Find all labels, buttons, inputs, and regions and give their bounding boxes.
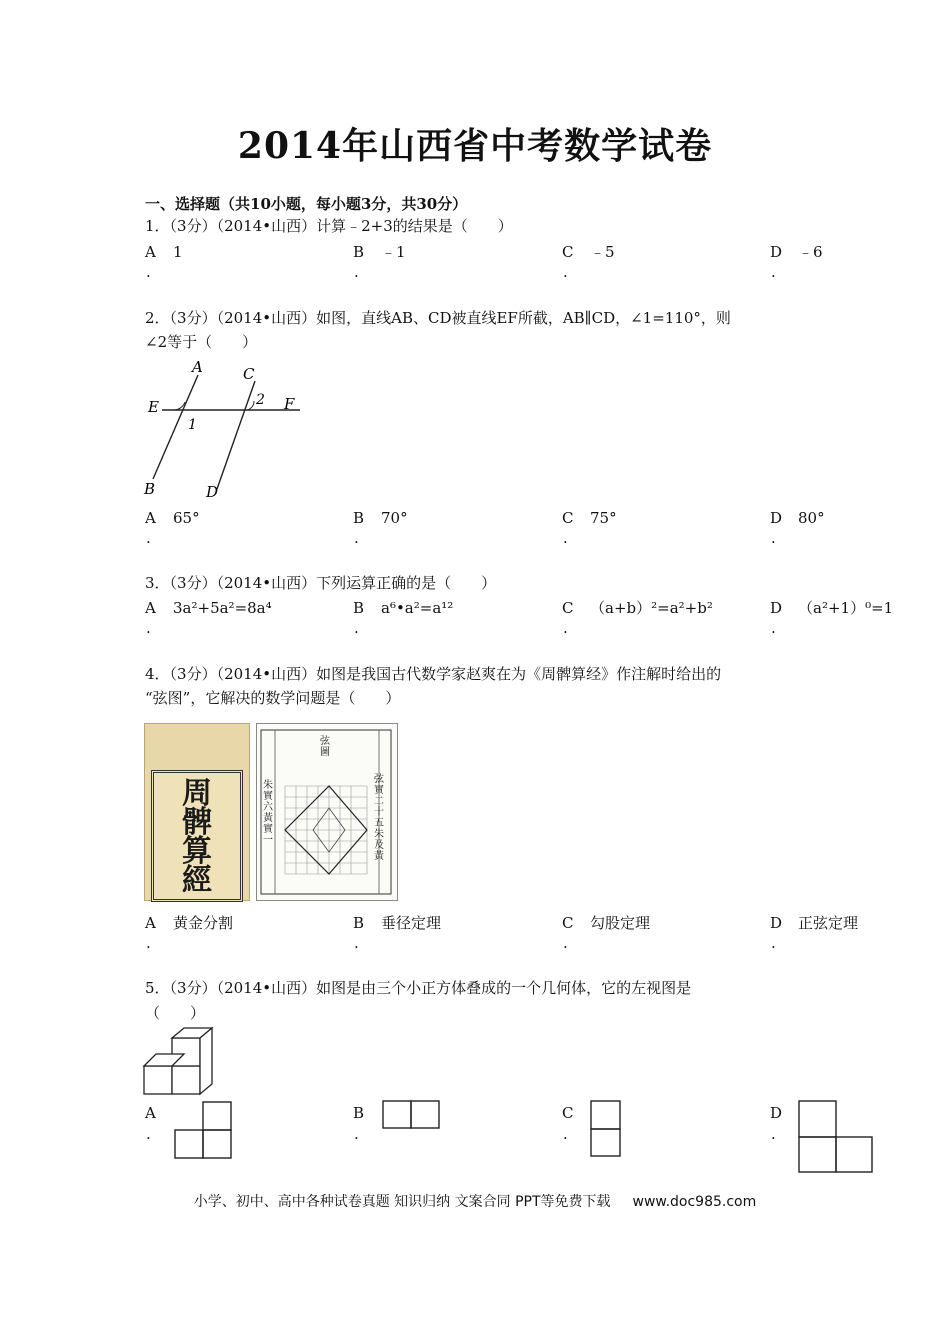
- option-text: ﹣1: [381, 243, 406, 261]
- option-letter: C: [562, 599, 574, 617]
- option-letter: A: [145, 914, 156, 932]
- xiantu-title: 弦 圖: [320, 736, 330, 758]
- book-title-text: 周 髀 算 經: [182, 776, 212, 898]
- label-b: B: [144, 480, 156, 498]
- option-letter: A: [145, 509, 156, 527]
- option-dot: .: [354, 934, 359, 952]
- q4-option-b[interactable]: [353, 913, 441, 933]
- option-dot: .: [563, 1125, 568, 1143]
- footer-link[interactable]: www.doc985.com: [632, 1194, 757, 1210]
- line-cd: [217, 381, 255, 489]
- option-letter: B: [353, 243, 365, 261]
- option-dot: .: [146, 934, 151, 952]
- xiantu-left-caption: 朱 實 六 黃 實 一: [263, 780, 273, 846]
- q2-option-a[interactable]: [145, 508, 200, 528]
- option-letter: C: [562, 914, 574, 932]
- question-4-stem-line2: “弦图”，它解决的数学问题是（ ）: [145, 689, 401, 707]
- q5-option-d-letter[interactable]: D: [770, 1104, 783, 1122]
- label-f: F: [284, 395, 295, 413]
- option-dot: .: [563, 263, 568, 281]
- option-dot: .: [354, 619, 359, 637]
- option-dot: .: [146, 529, 151, 547]
- option-letter: B: [353, 914, 365, 932]
- label-c: C: [243, 365, 255, 383]
- q3-option-d[interactable]: [770, 598, 893, 618]
- question-5-stem-line1: 5．（3分）（2014•山西）如图是由三个小正方体叠成的一个几何体，它的左视图是: [145, 979, 692, 997]
- q5-option-c-figure[interactable]: [589, 1099, 623, 1159]
- section-heading: 一、选择题（共10小题，每小题3分，共30分）: [145, 195, 468, 213]
- book-title-frame: [151, 770, 243, 902]
- option-dot: .: [563, 934, 568, 952]
- option-text: （a²+1）⁰=1: [798, 599, 894, 617]
- option-letter: C: [562, 509, 574, 527]
- q3-option-b[interactable]: [353, 598, 453, 618]
- option-dot: .: [146, 619, 151, 637]
- option-text: 1: [173, 243, 183, 261]
- q1-option-a[interactable]: [145, 242, 183, 262]
- question-5-stem-line2: （ ）: [145, 1004, 206, 1022]
- q4-option-a[interactable]: [145, 913, 233, 933]
- option-letter: B: [353, 509, 365, 527]
- option-text: 65°: [173, 509, 200, 527]
- book-cover-image: [144, 723, 250, 901]
- question-4-stem-line1: 4．（3分）（2014•山西）如图是我国古代数学家赵爽在为《周髀算经》作注解时给出的: [145, 665, 722, 683]
- xiantu-diagram: [256, 723, 398, 901]
- option-dot: .: [771, 619, 776, 637]
- q1-option-d[interactable]: [770, 242, 823, 262]
- option-text: 黄金分割: [173, 914, 234, 932]
- option-text: ﹣6: [798, 243, 823, 261]
- parallel-lines-figure: [140, 357, 305, 502]
- option-letter: B: [353, 599, 365, 617]
- label-d: D: [206, 483, 219, 501]
- q3-option-c[interactable]: [562, 598, 713, 618]
- label-angle-1: 1: [188, 417, 197, 433]
- option-dot: .: [771, 1125, 776, 1143]
- option-dot: .: [771, 529, 776, 547]
- option-text: 垂径定理: [381, 914, 442, 932]
- option-text: 正弦定理: [798, 914, 859, 932]
- option-letter: C: [562, 243, 574, 261]
- option-text: 勾股定理: [590, 914, 651, 932]
- q5-option-a-figure[interactable]: [173, 1100, 233, 1160]
- option-dot: .: [771, 263, 776, 281]
- option-letter: A: [145, 243, 156, 261]
- question-2-stem-line1: 2．（3分）（2014•山西）如图，直线AB、CD被直线EF所截，AB∥CD，∠1=110°，则: [145, 309, 731, 327]
- q2-option-d[interactable]: [770, 508, 825, 528]
- label-e: E: [148, 398, 159, 416]
- q3-option-a[interactable]: [145, 598, 272, 618]
- xiantu-right-caption: 弦 實 二 十 五 朱 及 黃: [374, 774, 384, 862]
- option-letter: D: [770, 599, 783, 617]
- option-text: 75°: [590, 509, 617, 527]
- option-letter: D: [770, 243, 783, 261]
- option-dot: .: [563, 529, 568, 547]
- option-text: a⁶•a²=a¹²: [381, 599, 454, 617]
- option-text: 70°: [381, 509, 408, 527]
- q4-option-d[interactable]: [770, 913, 858, 933]
- option-letter: A: [145, 599, 156, 617]
- option-dot: .: [354, 529, 359, 547]
- page-title: 2014年山西省中考数学试卷: [237, 125, 713, 167]
- q1-option-b[interactable]: [353, 242, 406, 262]
- footer: [0, 1191, 950, 1211]
- q5-option-b-letter[interactable]: B: [353, 1104, 365, 1122]
- q5-option-d-figure[interactable]: [797, 1099, 875, 1174]
- option-letter: D: [770, 914, 783, 932]
- q5-option-c-letter[interactable]: C: [562, 1104, 574, 1122]
- q5-option-a-letter[interactable]: A: [145, 1104, 156, 1122]
- q2-option-c[interactable]: [562, 508, 617, 528]
- label-a: A: [192, 358, 203, 376]
- option-text: 3a²+5a²=8a⁴: [173, 599, 272, 617]
- option-text: 80°: [798, 509, 825, 527]
- cubes-3d-figure: [140, 1026, 220, 1098]
- q2-option-b[interactable]: [353, 508, 408, 528]
- question-2-stem-line2: ∠2等于（ ）: [145, 333, 258, 351]
- option-dot: .: [146, 1125, 151, 1143]
- option-dot: .: [354, 1125, 359, 1143]
- option-dot: .: [563, 619, 568, 637]
- q4-option-c[interactable]: [562, 913, 650, 933]
- option-text: ﹣5: [590, 243, 615, 261]
- option-letter: D: [770, 509, 783, 527]
- option-text: （a+b）²=a²+b²: [590, 599, 713, 617]
- q1-option-c[interactable]: [562, 242, 615, 262]
- option-dot: .: [146, 263, 151, 281]
- option-dot: .: [771, 934, 776, 952]
- question-3-stem: 3．（3分）（2014•山西）下列运算正确的是（ ）: [145, 574, 497, 592]
- q5-option-b-figure[interactable]: [381, 1099, 441, 1131]
- question-1-stem: 1．（3分）（2014•山西）计算﹣2+3的结果是（ ）: [145, 217, 513, 235]
- footer-text: 小学、初中、高中各种试卷真题 知识归纳 文案合同 PPT等免费下载: [193, 1194, 611, 1210]
- label-angle-2: 2: [256, 392, 265, 408]
- option-dot: .: [354, 263, 359, 281]
